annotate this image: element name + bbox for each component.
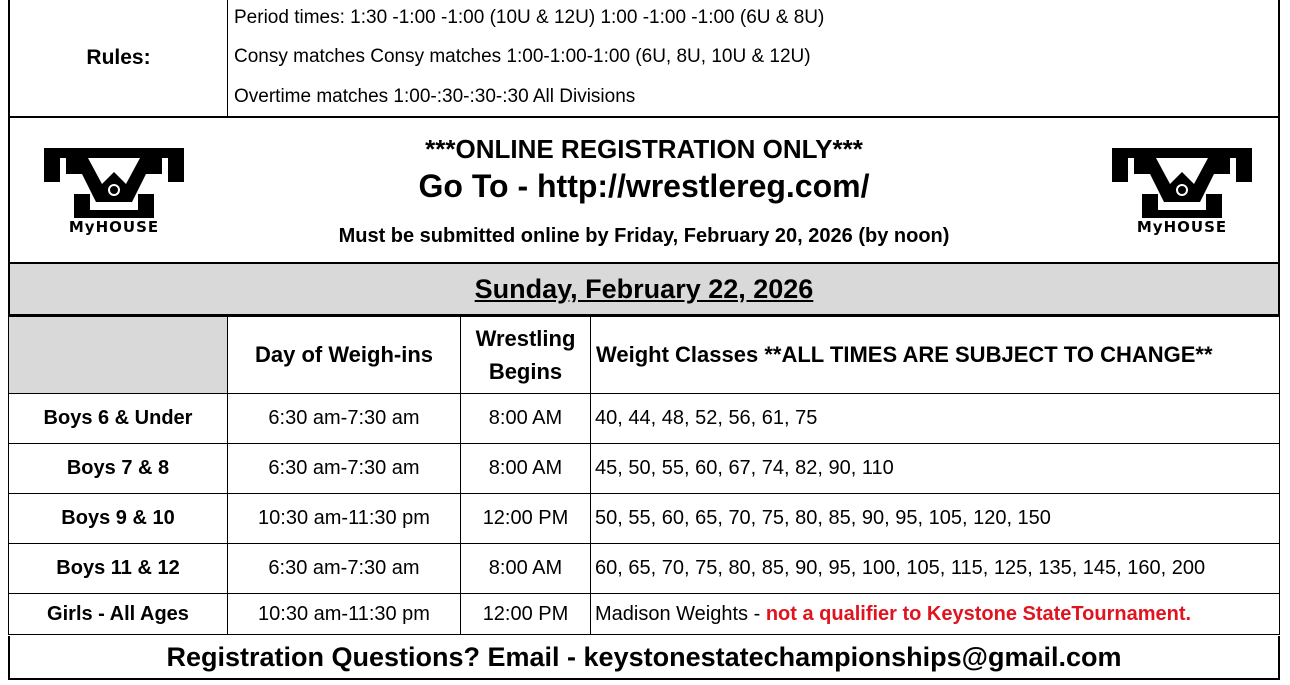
begins-cell: 8:00 AM [461, 394, 591, 444]
table-row [9, 594, 1280, 635]
table-header-row [9, 317, 1280, 394]
weights-cell [591, 594, 1280, 635]
header-division [9, 317, 228, 394]
division-cell: Girls - All Ages [9, 594, 228, 635]
qualifier-note: not a qualifier to Keystone StateTournament. [765, 602, 1192, 625]
registration-banner [8, 118, 1280, 264]
begins-cell: 8:00 AM [461, 444, 591, 494]
weights-cell: 45, 50, 55, 60, 67, 74, 82, 90, 110 [591, 444, 1280, 494]
table-row [9, 444, 1280, 494]
header-wrestling-begins: Wrestling Begins [461, 317, 591, 394]
rules-overtime-matches: Overtime matches 1:00-:30-:30-:30 All Divisions [234, 86, 636, 107]
myhouse-logo-mark [1112, 144, 1252, 220]
logo-wordmark: MyHOUSE [68, 218, 160, 236]
weigh-ins-cell: 10:30 am-11:30 pm [228, 594, 461, 635]
weigh-ins-cell: 6:30 am-7:30 am [228, 394, 461, 444]
logo-wordmark: MyHOUSE [1136, 218, 1228, 236]
myhouse-logo-right [1112, 144, 1252, 236]
weigh-ins-cell: 6:30 am-7:30 am [228, 444, 461, 494]
registration-questions-footer: Registration Questions? Email - keystonestatechampionships@gmail.com [8, 636, 1280, 680]
division-cell: Boys 7 & 8 [9, 444, 228, 494]
rules-label: Rules: [10, 0, 228, 116]
rules-section [8, 0, 1280, 118]
schedule-table [8, 316, 1280, 635]
table-row [9, 494, 1280, 544]
division-cell: Boys 9 & 10 [9, 494, 228, 544]
header-weight-classes: Weight Classes **ALL TIMES ARE SUBJECT TO CHANGE** [591, 317, 1280, 394]
header-weigh-ins: Day of Weigh-ins [228, 317, 461, 394]
weights-cell: 50, 55, 60, 65, 70, 75, 80, 85, 90, 95, 105, 120, 150 [591, 494, 1280, 544]
weights-cell: 60, 65, 70, 75, 80, 85, 90, 95, 100, 105, 115, 125, 135, 145, 160, 200 [591, 544, 1280, 594]
registration-url[interactable]: Go To - http://wrestlereg.com/ [418, 168, 870, 204]
division-cell: Boys 6 & Under [9, 394, 228, 444]
begins-cell: 12:00 PM [461, 594, 591, 635]
division-cell: Boys 11 & 12 [9, 544, 228, 594]
registration-deadline: Must be submitted online by Friday, February 20, 2026 (by noon) [338, 225, 950, 247]
rules-period-times: Period times: 1:30 -1:00 -1:00 (10U & 12U) 1:00 -1:00 -1:00 (6U & 8U) [234, 7, 825, 28]
event-date: Sunday, February 22, 2026 [8, 264, 1280, 316]
begins-cell: 12:00 PM [461, 494, 591, 544]
weigh-ins-cell: 10:30 am-11:30 pm [228, 494, 461, 544]
rules-consy-matches: Consy matches Consy matches 1:00-1:00-1:00 (6U, 8U, 10U & 12U) [234, 46, 811, 67]
online-registration-heading: ***ONLINE REGISTRATION ONLY*** [425, 134, 863, 164]
table-row [9, 544, 1280, 594]
weights-text: Madison Weights - [595, 602, 766, 625]
begins-cell: 8:00 AM [461, 544, 591, 594]
weights-cell: 40, 44, 48, 52, 56, 61, 75 [591, 394, 1280, 444]
table-row [9, 394, 1280, 444]
weigh-ins-cell: 6:30 am-7:30 am [228, 544, 461, 594]
